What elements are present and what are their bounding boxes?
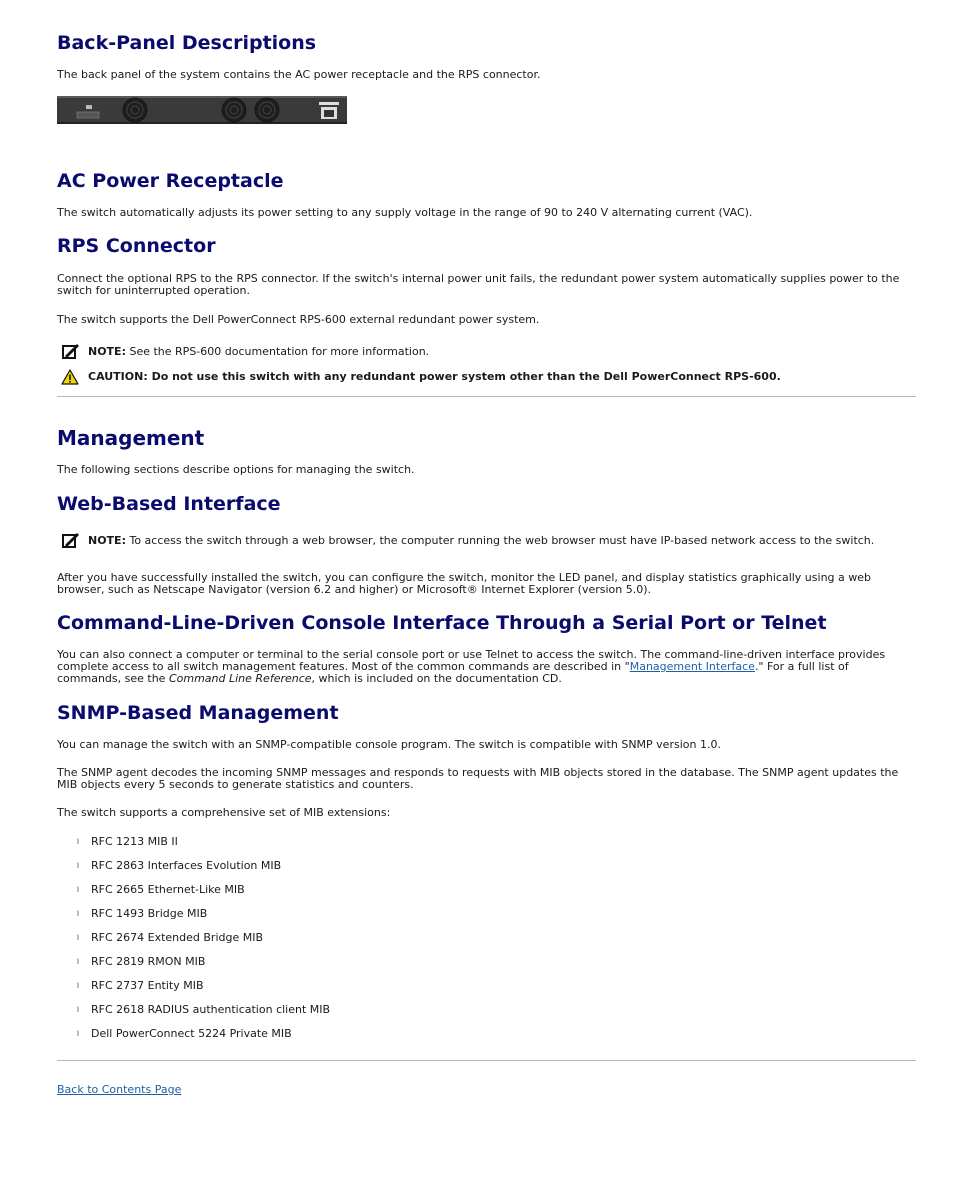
cli-text [57,649,916,685]
list-item-text: RFC 2665 Ethernet-Like MIB [91,883,245,896]
heading-rps-connector: RPS Connector [57,235,216,257]
bullet: l [77,838,79,846]
caution-icon [61,369,79,385]
list-item [77,979,204,993]
bullet: l [77,1006,79,1014]
list-item-text: RFC 1213 MIB II [91,835,178,848]
list-item-text: Dell PowerConnect 5224 Private MIB [91,1027,292,1040]
cli-text-part: You can also connect a computer or terminal to the serial console port or use Telnet to access the switch. The command-line-driven interface provides complete access to all switch management features. Most of the common commands are described in " [57,648,886,673]
back-panel-intro: The back panel of the system contains the AC power receptacle and the RPS connector. [57,68,541,81]
back-panel-image [57,96,347,124]
list-item-text: RFC 2863 Interfaces Evolution MIB [91,859,282,872]
bullet: l [77,934,79,942]
list-item [77,1027,292,1041]
caution-text: Do not use this switch with any redundant power system other than the Dell PowerConnect RPS-600. [147,370,781,383]
bullet: l [77,958,79,966]
heading-back-panel: Back-Panel Descriptions [57,32,317,54]
bullet: l [77,862,79,870]
note-icon [61,533,79,549]
footer [57,1084,916,1096]
rps-caution [61,368,781,386]
heading-management: Management [57,426,205,450]
list-item [77,883,245,897]
note-label: NOTE: [88,534,126,547]
rps-note [61,343,429,361]
ac-power-text: The switch automatically adjusts its power setting to any supply voltage in the range of 90 to 240 V alternating current (VAC). [57,206,753,219]
list-item [77,955,205,969]
web-text: After you have successfully installed the switch, you can configure the switch, monitor the LED panel, and display statistics graphically using a web browser, such as Netscape Navigator (version 6.2 and higher) or Microsoft® Internet Explorer (version 5.0). [57,571,871,596]
bullet: l [77,910,79,918]
bullet: l [77,982,79,990]
heading-ac-power: AC Power Receptacle [57,170,284,192]
list-item-text: RFC 2618 RADIUS authentication client MIB [91,1003,331,1016]
heading-cli: Command-Line-Driven Console Interface Through a Serial Port or Telnet [57,612,827,634]
bullet: l [77,886,79,894]
rps-text-2: The switch supports the Dell PowerConnect RPS-600 external redundant power system. [57,313,540,326]
divider [57,1060,916,1061]
cli-text-part: ." For a full list of commands, see the [57,660,849,685]
command-line-reference-title: Command Line Reference [168,672,312,685]
management-intro: The following sections describe options for managing the switch. [57,463,415,476]
list-item-text: RFC 2674 Extended Bridge MIB [91,931,264,944]
note-text: To access the switch through a web browser, the computer running the web browser must have IP-based network access to the switch. [125,534,875,547]
note-label: NOTE: [88,345,126,358]
list-item [77,931,263,945]
list-item [77,1003,330,1017]
note-text: See the RPS-600 documentation for more information. [125,345,430,358]
list-item-text: RFC 1493 Bridge MIB [91,907,208,920]
back-to-contents-link[interactable]: Back to Contents Page [57,1083,182,1096]
bullet: l [77,1030,79,1038]
list-item-text: RFC 2819 RMON MIB [91,955,206,968]
cli-text-part: , which is included on the documentation CD. [311,672,562,685]
list-item-text: RFC 2737 Entity MIB [91,979,204,992]
list-item [77,835,178,849]
list-item [77,907,207,921]
snmp-text-2: The SNMP agent decodes the incoming SNMP messages and responds to requests with MIB objects stored in the database. The SNMP agent updates the MIB objects every 5 seconds to generate statistics and counters. [57,766,899,791]
caution-label: CAUTION: [88,370,148,383]
web-note [61,532,874,550]
list-item [77,859,281,873]
heading-web-interface: Web-Based Interface [57,493,281,515]
rps-text-1: Connect the optional RPS to the RPS connector. If the switch's internal power unit fails, the redundant power system automatically supplies power to the switch for uninterrupted operation. [57,272,900,297]
management-interface-link[interactable]: Management Interface [629,660,755,673]
snmp-text-1: You can manage the switch with an SNMP-compatible console program. The switch is compatible with SNMP version 1.0. [57,738,721,751]
divider [57,396,916,397]
snmp-text-3: The switch supports a comprehensive set of MIB extensions: [57,806,391,819]
note-icon [61,344,79,360]
heading-snmp: SNMP-Based Management [57,702,339,724]
